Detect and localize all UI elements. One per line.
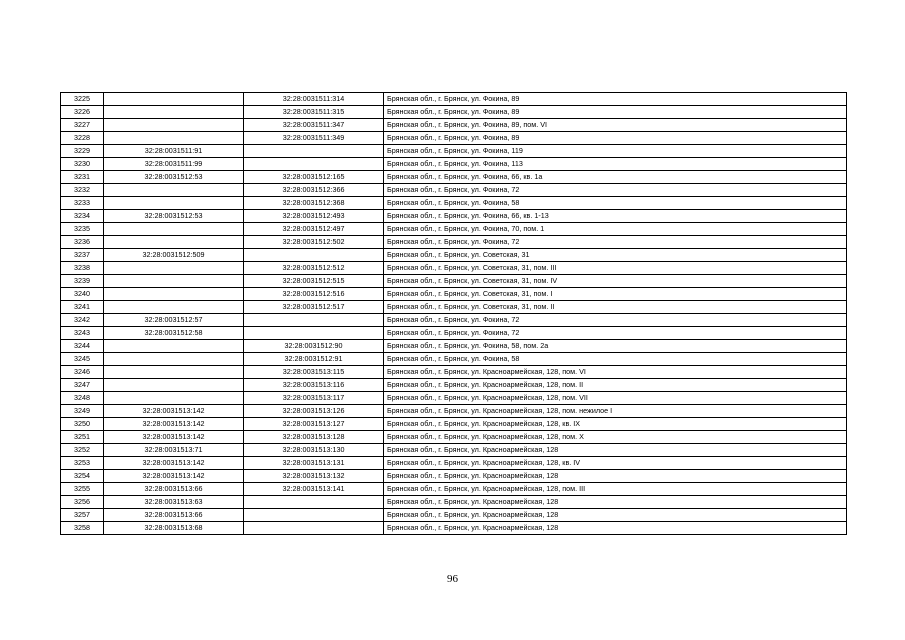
parent-cadastral-number-cell [104, 223, 244, 236]
row-number-cell: 3229 [61, 145, 104, 158]
row-number-cell: 3227 [61, 119, 104, 132]
cadastral-number-cell [244, 145, 384, 158]
table-row [61, 327, 847, 340]
parent-cadastral-number-cell [104, 132, 244, 145]
row-number-cell: 3242 [61, 314, 104, 327]
table-row [61, 470, 847, 483]
parent-cadastral-number-cell [104, 353, 244, 366]
parent-cadastral-number-cell [104, 288, 244, 301]
row-number-cell: 3243 [61, 327, 104, 340]
cadastral-number-cell: 32:28:0031511:314 [244, 93, 384, 106]
row-number-cell: 3257 [61, 509, 104, 522]
table-row [61, 145, 847, 158]
parent-cadastral-number-cell [104, 301, 244, 314]
address-cell: Брянская обл., г. Брянск, ул. Фокина, 89, пом. VI [384, 119, 847, 132]
row-number-cell: 3239 [61, 275, 104, 288]
address-cell: Брянская обл., г. Брянск, ул. Фокина, 89 [384, 106, 847, 119]
address-cell: Брянская обл., г. Брянск, ул. Фокина, 89 [384, 93, 847, 106]
cadastral-number-cell: 32:28:0031513:132 [244, 470, 384, 483]
table-row [61, 444, 847, 457]
table-row [61, 197, 847, 210]
parent-cadastral-number-cell [104, 392, 244, 405]
cadastral-number-cell: 32:28:0031512:91 [244, 353, 384, 366]
cadastral-number-cell: 32:28:0031513:130 [244, 444, 384, 457]
table-row [61, 353, 847, 366]
row-number-cell: 3231 [61, 171, 104, 184]
cadastral-number-cell: 32:28:0031513:117 [244, 392, 384, 405]
table-row [61, 496, 847, 509]
address-cell: Брянская обл., г. Брянск, ул. Фокина, 119 [384, 145, 847, 158]
address-cell: Брянская обл., г. Брянск, ул. Фокина, 70, пом. 1 [384, 223, 847, 236]
row-number-cell: 3233 [61, 197, 104, 210]
table-row [61, 249, 847, 262]
page-number: 96 [447, 573, 458, 585]
table-row [61, 418, 847, 431]
table-row [61, 314, 847, 327]
cadastral-number-cell: 32:28:0031513:141 [244, 483, 384, 496]
address-cell: Брянская обл., г. Брянск, ул. Красноармейская, 128, пом. X [384, 431, 847, 444]
parent-cadastral-number-cell [104, 106, 244, 119]
address-cell: Брянская обл., г. Брянск, ул. Красноармейская, 128, пом. III [384, 483, 847, 496]
row-number-cell: 3235 [61, 223, 104, 236]
table-row [61, 184, 847, 197]
address-cell: Брянская обл., г. Брянск, ул. Фокина, 72 [384, 184, 847, 197]
address-cell: Брянская обл., г. Брянск, ул. Фокина, 72 [384, 314, 847, 327]
table-row [61, 132, 847, 145]
table-row [61, 405, 847, 418]
parent-cadastral-number-cell [104, 379, 244, 392]
cadastral-number-cell [244, 522, 384, 535]
table-row [61, 366, 847, 379]
cadastral-number-cell: 32:28:0031513:127 [244, 418, 384, 431]
parent-cadastral-number-cell [104, 275, 244, 288]
table-row [61, 483, 847, 496]
cadastral-number-cell [244, 509, 384, 522]
row-number-cell: 3252 [61, 444, 104, 457]
table-row [61, 509, 847, 522]
row-number-cell: 3245 [61, 353, 104, 366]
row-number-cell: 3225 [61, 93, 104, 106]
cadastral-number-cell: 32:28:0031513:126 [244, 405, 384, 418]
parent-cadastral-number-cell: 32:28:0031512:57 [104, 314, 244, 327]
parent-cadastral-number-cell: 32:28:0031513:71 [104, 444, 244, 457]
row-number-cell: 3250 [61, 418, 104, 431]
address-cell: Брянская обл., г. Брянск, ул. Фокина, 58 [384, 353, 847, 366]
table-row [61, 93, 847, 106]
address-cell: Брянская обл., г. Брянск, ул. Красноармейская, 128, кв. IX [384, 418, 847, 431]
parent-cadastral-number-cell: 32:28:0031513:142 [104, 470, 244, 483]
address-cell: Брянская обл., г. Брянск, ул. Красноармейская, 128 [384, 496, 847, 509]
cadastral-number-cell [244, 327, 384, 340]
cadastral-number-cell: 32:28:0031512:165 [244, 171, 384, 184]
cadastral-number-cell: 32:28:0031511:349 [244, 132, 384, 145]
cadastral-number-cell: 32:28:0031512:493 [244, 210, 384, 223]
cadastral-number-cell: 32:28:0031512:512 [244, 262, 384, 275]
address-cell: Брянская обл., г. Брянск, ул. Красноармейская, 128, кв. IV [384, 457, 847, 470]
parent-cadastral-number-cell: 32:28:0031512:58 [104, 327, 244, 340]
cadastral-number-cell: 32:28:0031513:115 [244, 366, 384, 379]
row-number-cell: 3256 [61, 496, 104, 509]
address-cell: Брянская обл., г. Брянск, ул. Фокина, 89 [384, 132, 847, 145]
cadastral-number-cell: 32:28:0031512:366 [244, 184, 384, 197]
table-row [61, 223, 847, 236]
row-number-cell: 3246 [61, 366, 104, 379]
parent-cadastral-number-cell [104, 262, 244, 275]
address-cell: Брянская обл., г. Брянск, ул. Советская, 31 [384, 249, 847, 262]
parent-cadastral-number-cell: 32:28:0031513:66 [104, 509, 244, 522]
address-cell: Брянская обл., г. Брянск, ул. Фокина, 72 [384, 327, 847, 340]
row-number-cell: 3241 [61, 301, 104, 314]
row-number-cell: 3247 [61, 379, 104, 392]
parent-cadastral-number-cell [104, 340, 244, 353]
cadastral-number-cell [244, 496, 384, 509]
row-number-cell: 3255 [61, 483, 104, 496]
table-row [61, 275, 847, 288]
row-number-cell: 3234 [61, 210, 104, 223]
parent-cadastral-number-cell: 32:28:0031512:53 [104, 171, 244, 184]
parent-cadastral-number-cell [104, 236, 244, 249]
address-cell: Брянская обл., г. Брянск, ул. Фокина, 66, кв. 1-13 [384, 210, 847, 223]
cadastral-number-cell: 32:28:0031512:90 [244, 340, 384, 353]
table-row [61, 236, 847, 249]
property-registry-table [60, 92, 847, 535]
parent-cadastral-number-cell: 32:28:0031511:91 [104, 145, 244, 158]
parent-cadastral-number-cell [104, 93, 244, 106]
row-number-cell: 3254 [61, 470, 104, 483]
table-row [61, 301, 847, 314]
table-row [61, 106, 847, 119]
row-number-cell: 3230 [61, 158, 104, 171]
row-number-cell: 3238 [61, 262, 104, 275]
address-cell: Брянская обл., г. Брянск, ул. Советская, 31, пом. IV [384, 275, 847, 288]
parent-cadastral-number-cell: 32:28:0031513:142 [104, 405, 244, 418]
parent-cadastral-number-cell: 32:28:0031513:63 [104, 496, 244, 509]
address-cell: Брянская обл., г. Брянск, ул. Фокина, 66, кв. 1а [384, 171, 847, 184]
row-number-cell: 3228 [61, 132, 104, 145]
table-row [61, 288, 847, 301]
address-cell: Брянская обл., г. Брянск, ул. Красноармейская, 128 [384, 509, 847, 522]
row-number-cell: 3258 [61, 522, 104, 535]
table-row [61, 379, 847, 392]
table-row [61, 522, 847, 535]
cadastral-number-cell: 32:28:0031512:517 [244, 301, 384, 314]
cadastral-number-cell [244, 249, 384, 262]
parent-cadastral-number-cell: 32:28:0031513:142 [104, 418, 244, 431]
row-number-cell: 3251 [61, 431, 104, 444]
row-number-cell: 3249 [61, 405, 104, 418]
address-cell: Брянская обл., г. Брянск, ул. Красноармейская, 128, пом. нежилое I [384, 405, 847, 418]
parent-cadastral-number-cell: 32:28:0031511:99 [104, 158, 244, 171]
row-number-cell: 3237 [61, 249, 104, 262]
cadastral-number-cell: 32:28:0031512:368 [244, 197, 384, 210]
address-cell: Брянская обл., г. Брянск, ул. Красноармейская, 128 [384, 444, 847, 457]
cadastral-number-cell: 32:28:0031511:315 [244, 106, 384, 119]
parent-cadastral-number-cell [104, 184, 244, 197]
document-page [60, 92, 846, 535]
table-row [61, 340, 847, 353]
parent-cadastral-number-cell [104, 119, 244, 132]
cadastral-number-cell: 32:28:0031512:515 [244, 275, 384, 288]
address-cell: Брянская обл., г. Брянск, ул. Советская, 31, пом. III [384, 262, 847, 275]
address-cell: Брянская обл., г. Брянск, ул. Красноармейская, 128, пом. II [384, 379, 847, 392]
table-row [61, 210, 847, 223]
cadastral-number-cell: 32:28:0031513:128 [244, 431, 384, 444]
table-row [61, 431, 847, 444]
address-cell: Брянская обл., г. Брянск, ул. Фокина, 72 [384, 236, 847, 249]
row-number-cell: 3236 [61, 236, 104, 249]
cadastral-number-cell: 32:28:0031511:347 [244, 119, 384, 132]
table-row [61, 119, 847, 132]
address-cell: Брянская обл., г. Брянск, ул. Фокина, 58, пом. 2а [384, 340, 847, 353]
row-number-cell: 3226 [61, 106, 104, 119]
cadastral-number-cell: 32:28:0031513:116 [244, 379, 384, 392]
parent-cadastral-number-cell: 32:28:0031513:142 [104, 431, 244, 444]
address-cell: Брянская обл., г. Брянск, ул. Красноармейская, 128 [384, 522, 847, 535]
cadastral-number-cell: 32:28:0031512:502 [244, 236, 384, 249]
row-number-cell: 3253 [61, 457, 104, 470]
parent-cadastral-number-cell: 32:28:0031513:142 [104, 457, 244, 470]
row-number-cell: 3248 [61, 392, 104, 405]
row-number-cell: 3232 [61, 184, 104, 197]
parent-cadastral-number-cell: 32:28:0031513:66 [104, 483, 244, 496]
table-row [61, 158, 847, 171]
parent-cadastral-number-cell: 32:28:0031513:68 [104, 522, 244, 535]
address-cell: Брянская обл., г. Брянск, ул. Фокина, 113 [384, 158, 847, 171]
parent-cadastral-number-cell [104, 366, 244, 379]
table-row [61, 262, 847, 275]
address-cell: Брянская обл., г. Брянск, ул. Фокина, 58 [384, 197, 847, 210]
row-number-cell: 3240 [61, 288, 104, 301]
parent-cadastral-number-cell: 32:28:0031512:53 [104, 210, 244, 223]
address-cell: Брянская обл., г. Брянск, ул. Советская, 31, пом. I [384, 288, 847, 301]
cadastral-number-cell: 32:28:0031513:131 [244, 457, 384, 470]
table-row [61, 171, 847, 184]
address-cell: Брянская обл., г. Брянск, ул. Красноармейская, 128 [384, 470, 847, 483]
address-cell: Брянская обл., г. Брянск, ул. Советская, 31, пом. II [384, 301, 847, 314]
row-number-cell: 3244 [61, 340, 104, 353]
cadastral-number-cell: 32:28:0031512:497 [244, 223, 384, 236]
address-cell: Брянская обл., г. Брянск, ул. Красноармейская, 128, пом. VI [384, 366, 847, 379]
address-cell: Брянская обл., г. Брянск, ул. Красноармейская, 128, пом. VII [384, 392, 847, 405]
parent-cadastral-number-cell [104, 197, 244, 210]
cadastral-number-cell [244, 158, 384, 171]
table-row [61, 457, 847, 470]
parent-cadastral-number-cell: 32:28:0031512:509 [104, 249, 244, 262]
cadastral-number-cell: 32:28:0031512:516 [244, 288, 384, 301]
cadastral-number-cell [244, 314, 384, 327]
registry-table-body [61, 93, 847, 535]
table-row [61, 392, 847, 405]
